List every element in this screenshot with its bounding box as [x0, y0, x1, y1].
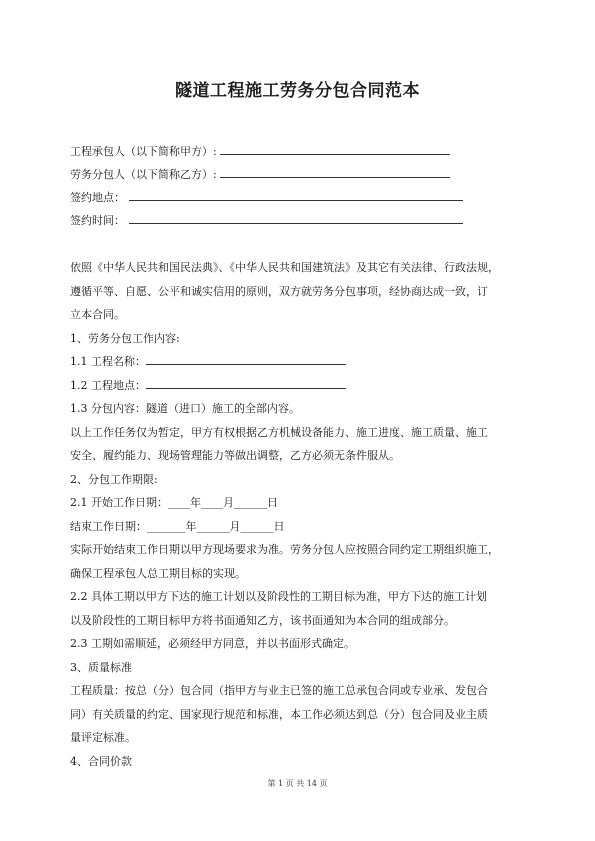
party-a-field: [70, 142, 450, 160]
project-location-blank: [146, 376, 346, 389]
sign-place-label: 签约地点：: [70, 191, 125, 204]
section-heading: 4、合同价款: [70, 754, 132, 768]
project-location-row: [70, 374, 530, 398]
body-line: 2.1 开始工作日期：____年____月______日: [70, 496, 278, 509]
project-name-label: 1.1 工程名称：: [70, 355, 146, 368]
body-line: 依照《中华人民共和国民法典》、《中华人民共和国建筑法》及其它有关法律、行政法规，: [70, 261, 499, 274]
sign-time-blank: [129, 211, 463, 224]
project-name-blank: [146, 352, 346, 365]
page-footer: 第 1 页 共 14 页: [267, 779, 328, 788]
sign-time-field: [70, 211, 463, 229]
sign-place-blank: [129, 188, 463, 201]
body-line: 遵循平等、自愿、公平和诚实信用的原则，双方就劳务分包事项，经协商达成一致，订: [70, 284, 488, 298]
project-location-label: 1.2 工程地点：: [70, 378, 146, 392]
section-heading: 1、劳务分包工作内容:: [70, 331, 180, 345]
section-heading: 2、分包工作期限:: [70, 472, 158, 486]
party-a-label: 工程承包人（以下简称甲方）:: [70, 145, 217, 158]
party-b-blank: [220, 165, 450, 178]
body-line: 以上工作任务仅为暂定，甲方有权根据乙方机械设备能力、施工进度、施工质量、施工: [70, 425, 488, 439]
party-b-label: 劳务分包人（以下简称乙方）:: [70, 168, 217, 181]
contract-body: [70, 256, 530, 773]
body-line: 1.3 分包内容：隧道（进口）施工的全部内容。: [70, 402, 300, 415]
body-line: 安全、履约能力、现场管理能力等做出调整，乙方必须无条件服从。: [70, 449, 400, 462]
body-line: 确保工程承包人总工期目标的实现。: [70, 566, 246, 580]
sign-place-field: [70, 188, 463, 206]
body-line: 工程质量：按总（分）包合同（指甲方与业主已签的施工总承包合同或专业承、发包合: [70, 684, 488, 697]
party-b-field: [70, 165, 450, 183]
sign-time-label: 签约时间：: [70, 214, 125, 227]
body-line: 同）有关质量的约定、国家现行规范和标准，本工作必须达到总（分）包合同及业主质: [70, 707, 488, 721]
body-line: 2.2 具体工期以甲方下达的施工计划以及阶段性的工期目标为准，甲方下达的施工计划: [70, 590, 487, 603]
document-title: 隧道工程施工劳务分包合同范本: [175, 81, 420, 101]
body-line: 结束工作日期：_______年______月______日: [70, 519, 285, 533]
body-line: 实际开始结束工作日期以甲方现场要求为准。劳务分包人应按照合同约定工期组织施工，: [70, 543, 499, 556]
section-heading: 3、质量标准: [70, 660, 132, 674]
body-line: 2.3 工期如需顺延，必须经甲方同意，并以书面形式确定。: [70, 637, 355, 650]
body-line: 量评定标准。: [70, 731, 136, 744]
party-a-blank: [220, 142, 450, 155]
body-line: 以及阶段性的工期目标甲方将书面通知乙方，该书面通知为本合同的组成部分。: [70, 613, 455, 627]
project-name-row: [70, 350, 530, 374]
body-line: 立本合同。: [70, 308, 125, 321]
